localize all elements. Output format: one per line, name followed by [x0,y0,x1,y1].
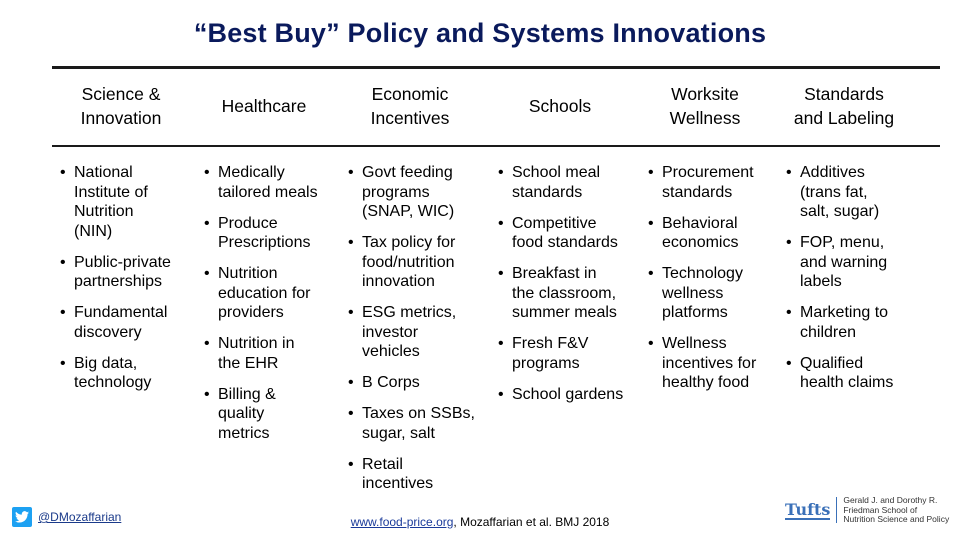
column-header-science: Science & Innovation [80,84,162,128]
column-list-healthcare [204,163,344,455]
tufts-logo [785,496,949,525]
column-header-schools: Schools [528,96,592,116]
list-item: • Retail incentives [348,455,434,492]
list-item: • Behavioral economics [648,214,739,251]
column-header-worksite: Worksite Wellness [669,84,741,128]
column-header-standards: Standards and Labeling [793,84,895,128]
list-item: • Marketing to children [786,304,889,341]
list-item: • Technology wellness platforms [648,265,743,321]
list-item: • National Institute of Nutrition (NIN) [60,164,148,240]
header-bottom-rule [52,145,940,147]
column-list-schools [498,163,638,416]
logo-wordmark: Tufts [785,499,831,519]
list-item: • Big data, technology [60,354,152,391]
logo-divider [836,497,837,523]
list-item: • Billing & quality metrics [204,385,276,442]
column-list-standards [786,163,914,404]
twitter-handle-link[interactable]: @DMozaffarian [38,510,122,524]
list-item: • Medically tailored meals [204,164,318,201]
list-item: • Qualified health claims [786,354,894,391]
list-item: • School meal standards [498,164,601,201]
column-header-healthcare: Healthcare [221,96,307,116]
column-header-economic: Economic Incentives [370,84,450,128]
slide-title: “Best Buy” Policy and Systems Innovations [193,18,767,48]
list-item: • Nutrition education for providers [204,265,311,321]
logo-school-name: Gerald J. and Dorothy R. Friedman School of Nutrition Science and Policy [843,495,950,524]
list-item: • Wellness incentives for healthy food [648,335,757,391]
list-item: • Govt feeding programs (SNAP, WIC) [348,164,455,220]
column-list-science [60,163,192,404]
list-item: • Fundamental discovery [60,304,168,341]
list-item: • Public-private partnerships [60,253,171,290]
list-item: • Breakfast in the classroom, summer meals [498,265,617,321]
column-list-economic [348,163,488,505]
list-item: • School gardens [498,385,624,403]
list-item: • Competitive food standards [498,214,618,251]
column-list-worksite [648,163,782,404]
food-price-link[interactable]: www.food-price.org [350,515,454,529]
list-item: • Tax policy for food/nutrition innovation [348,234,456,290]
list-item: • ESG metrics, investor vehicles [348,304,457,360]
list-item: • Taxes on SSBs, sugar, salt [348,405,475,442]
list-item: • B Corps [348,374,420,391]
list-item: • FOP, menu, and warning labels [786,234,888,290]
list-item: • Produce Prescriptions [204,214,311,251]
list-item: • Fresh F&V programs [498,335,589,372]
header-top-rule [52,66,940,69]
citation-text: , Mozaffarian et al. BMJ 2018 [453,515,610,529]
list-item: • Procurement standards [648,164,754,201]
list-item: • Nutrition in the EHR [204,335,295,372]
list-item: • Additives (trans fat, salt, sugar) [786,164,880,220]
